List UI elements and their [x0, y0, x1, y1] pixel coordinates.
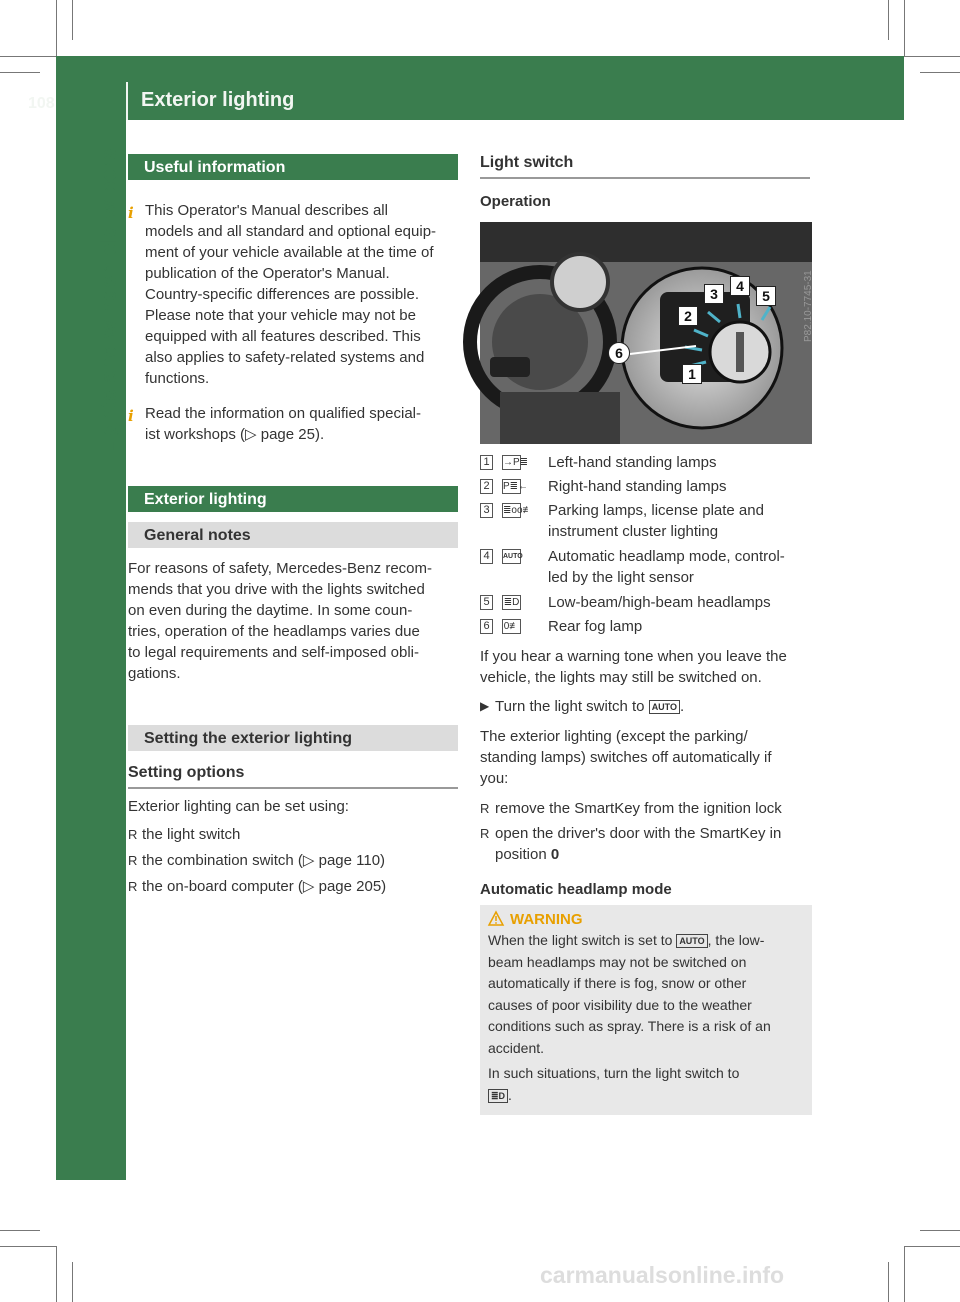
text-line: .: [508, 1086, 512, 1103]
useful-information-heading: Useful information: [128, 154, 458, 180]
text-line: tries, operation of the headlamps varies due: [128, 623, 420, 640]
callout-4: 4: [730, 276, 750, 296]
low-beam-icon: ≣D: [503, 597, 520, 608]
warning-title: WARNING: [510, 911, 583, 928]
dashboard-illustration: [480, 222, 812, 444]
item-text: Parking lamps, license plate and: [548, 502, 764, 519]
rear-fog-lamp-icon: 0≢: [503, 621, 520, 632]
text-line: mends that you drive with the lights switched: [128, 581, 425, 598]
text-line: Country-specific differences are possible.: [145, 286, 420, 303]
callout-3: 3: [704, 284, 724, 304]
text-line: functions.: [145, 370, 210, 387]
text-line: to legal requirements and self-imposed obli-: [128, 644, 419, 661]
item-text: Automatic headlamp mode, control-: [548, 548, 785, 565]
auto-off-text: [480, 726, 812, 789]
text-line: on even during the daytime. In some coun-: [128, 602, 413, 619]
bullet-text: position: [495, 846, 547, 863]
bullet-text[interactable]: the combination switch (▷ page 110): [142, 852, 386, 869]
text-line: gations.: [128, 665, 181, 682]
callout-6: 6: [608, 342, 630, 364]
crop-mark: [904, 0, 905, 56]
auto-symbol-icon: AUTO: [649, 700, 680, 714]
setting-exterior-lighting-heading: Setting the exterior lighting: [128, 725, 458, 751]
page-title: Exterior lighting: [141, 89, 295, 111]
text-line[interactable]: ist workshops (▷ page 25).: [145, 426, 325, 443]
text-line: conditions such as spray. There is a risk of an: [488, 1018, 771, 1034]
text-line: Read the information on qualified special-: [145, 405, 421, 422]
crop-mark: [904, 1246, 905, 1302]
list-item: [128, 850, 460, 871]
callout-5: 5: [756, 286, 776, 306]
action-step: [480, 696, 812, 717]
left-standing-lamps-icon: →P≣: [503, 457, 529, 468]
step-text: Turn the light switch to: [495, 698, 645, 715]
auto-mode-icon: AUTO: [502, 549, 521, 564]
text-line: publication of the Operator's Manual.: [145, 265, 390, 282]
text-line: beam headlamps may not be switched on: [488, 953, 747, 970]
bullet-icon: R: [480, 826, 490, 841]
info-icon: i: [128, 204, 134, 222]
bullet-text: remove the SmartKey from the ignition lock: [495, 800, 782, 817]
item-text: Left-hand standing lamps: [548, 454, 717, 471]
list-item: [128, 824, 460, 845]
bullet-text: the light switch: [142, 826, 241, 843]
text-line: accident.: [488, 1039, 545, 1056]
warning-tone-text: [480, 646, 812, 688]
list-item: [128, 876, 460, 897]
crop-mark: [904, 1246, 960, 1247]
text-line: The exterior lighting (except the parking/: [480, 728, 748, 745]
item-text: led by the light sensor: [548, 569, 694, 586]
text-line: If you hear a warning tone when you leave the: [480, 648, 787, 665]
info-note: [128, 200, 460, 389]
watermark: carmanualsonline.info: [540, 1262, 785, 1288]
item-text: Rear fog lamp: [548, 618, 643, 635]
callout-1: 1: [682, 364, 702, 384]
text-line: For reasons of safety, Mercedes-Benz recom-: [128, 560, 432, 577]
chapter-label: Lights and windshield wipers: [96, 148, 121, 455]
setting-intro: Exterior lighting can be set using:: [128, 798, 349, 815]
setting-options-heading: Setting options: [128, 764, 245, 781]
crop-mark: [920, 1230, 960, 1231]
step-text-end: .: [680, 698, 685, 715]
text-line: ment of your vehicle available at the time of: [145, 244, 434, 261]
text-line: Please note that your vehicle may not be: [145, 307, 416, 324]
item-number: 4: [480, 549, 493, 564]
text-line: causes of poor visibility due to the weather: [488, 996, 752, 1013]
text-line: equipped with all features described. This: [145, 328, 421, 345]
text-line: standing lamps) switches off automatically if: [480, 749, 772, 766]
crop-mark: [920, 72, 960, 73]
parking-lamps-icon: ≣oo≢: [503, 505, 533, 516]
crop-mark: [0, 1246, 56, 1247]
warning-triangle-icon: [488, 911, 504, 926]
crop-mark: [888, 0, 889, 40]
low-beam-icon: ≣D: [488, 1089, 508, 1103]
general-notes-heading: General notes: [128, 522, 458, 548]
list-item: [480, 823, 812, 865]
bullet-icon: R: [128, 879, 138, 894]
header-divider: [126, 82, 128, 120]
right-standing-lamps-icon: P≣←: [503, 481, 529, 492]
item-text: instrument cluster lighting: [548, 523, 719, 540]
text-line: This Operator's Manual describes all: [145, 202, 388, 219]
crop-mark: [0, 56, 56, 57]
heading-rule: [128, 787, 458, 789]
list-item: [480, 798, 812, 819]
bullet-icon: R: [128, 827, 138, 842]
text-line: , the low-: [707, 932, 765, 948]
crop-mark: [0, 72, 40, 73]
light-switch-heading: Light switch: [480, 154, 574, 171]
item-number: 3: [480, 503, 493, 518]
position-value: 0: [550, 846, 560, 863]
item-number: 2: [480, 479, 493, 494]
item-number: 1: [480, 455, 493, 470]
automatic-headlamp-heading: Automatic headlamp mode: [480, 881, 672, 898]
heading-rule: [480, 177, 810, 179]
bullet-text: open the driver's door with the SmartKey in: [495, 825, 782, 842]
exterior-lighting-heading: Exterior lighting: [128, 486, 458, 512]
step-arrow-icon: ▶: [480, 699, 490, 713]
text-line: In such situations, turn the light switch to: [488, 1065, 740, 1081]
operation-heading: Operation: [480, 193, 551, 210]
crop-mark: [56, 0, 57, 56]
bullet-icon: R: [128, 853, 138, 868]
crop-mark: [904, 56, 960, 57]
bullet-text[interactable]: the on-board computer (▷ page 205): [142, 878, 387, 895]
light-switch-photo: [480, 222, 812, 444]
item-text: Low-beam/high-beam headlamps: [548, 594, 771, 611]
text-line: models and all standard and optional equip-: [145, 223, 437, 240]
item-number: 5: [480, 595, 493, 610]
bullet-icon: R: [480, 801, 490, 816]
warning-text: [488, 930, 804, 1106]
text-line: you:: [480, 770, 509, 787]
text-line: also applies to safety-related systems and: [145, 349, 425, 366]
text-line: automatically if there is fog, snow or other: [488, 975, 747, 991]
item-number: 6: [480, 619, 493, 634]
text-line: vehicle, the lights may still be switched on.: [480, 669, 762, 686]
info-note: [128, 403, 460, 445]
info-icon: i: [128, 407, 134, 425]
auto-symbol-icon: AUTO: [676, 934, 707, 948]
callout-2: 2: [678, 306, 698, 326]
item-text: Right-hand standing lamps: [548, 478, 727, 495]
warning-box: [480, 905, 812, 1115]
crop-mark: [0, 1230, 40, 1231]
crop-mark: [72, 0, 73, 40]
crop-mark: [888, 1262, 889, 1302]
general-notes-text: [128, 558, 460, 684]
page-number: 108: [28, 95, 55, 112]
crop-mark: [56, 1246, 57, 1302]
text-line: When the light switch is set to: [488, 932, 673, 948]
figure-code: P82.10-7745-31: [803, 270, 814, 342]
crop-mark: [72, 1262, 73, 1302]
